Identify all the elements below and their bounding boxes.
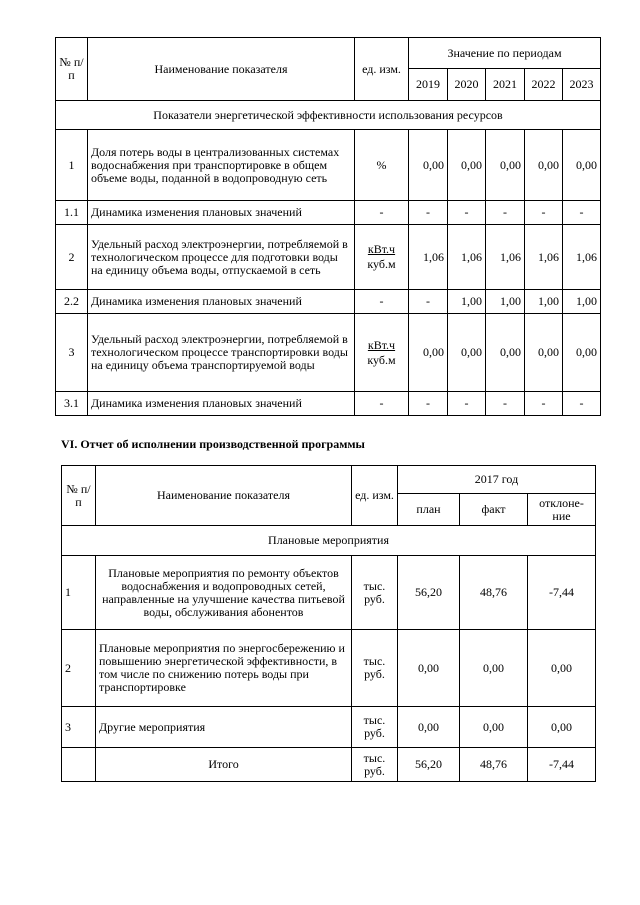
row-unit	[355, 314, 409, 392]
row-name: Удельный расход электроэнергии, потребляемой в технологическом процессе для подготовки воды на единицу объема воды, отпускаемой в сеть	[88, 225, 355, 290]
row-dev: 0,00	[528, 630, 596, 707]
row-value: 1,00	[448, 290, 486, 314]
row-unit	[355, 225, 409, 290]
unit-numerator: кВт.ч	[367, 337, 396, 352]
row-num: 2.2	[56, 290, 88, 314]
row-value: -	[448, 392, 486, 416]
header-year: 2017 год	[398, 466, 596, 494]
row-value: 1,06	[525, 225, 563, 290]
row-value: -	[563, 201, 601, 225]
row-value: 0,00	[486, 314, 525, 392]
row-num: 1	[56, 130, 88, 201]
row-num: 3	[62, 707, 96, 748]
header-year: 2020	[448, 69, 486, 101]
row-value: 1,00	[563, 290, 601, 314]
row-value: 1,06	[486, 225, 525, 290]
row-value: -	[409, 201, 448, 225]
row-value: -	[409, 290, 448, 314]
header-year: 2023	[563, 69, 601, 101]
total-row	[62, 748, 596, 782]
section-title: VI. Отчет об исполнении производственной программы	[61, 437, 365, 451]
table-row	[56, 290, 601, 314]
header-year: 2022	[525, 69, 563, 101]
row-value: -	[486, 201, 525, 225]
row-name: Плановые мероприятия по энергосбережению и повышению энергетической эффективности, в том числе по снижению потерь воды при транспортировке	[96, 630, 352, 707]
row-fact: 0,00	[460, 630, 528, 707]
table-row	[56, 201, 601, 225]
header-name: Наименование показателя	[96, 466, 352, 526]
table-row	[56, 314, 601, 392]
header-plan: план	[398, 494, 460, 526]
total-fact: 48,76	[460, 748, 528, 782]
row-num: 1	[62, 556, 96, 630]
row-unit: -	[355, 201, 409, 225]
row-name: Плановые мероприятия по ремонту объектов водоснабжения и водопроводных сетей, направленные на улучшение качества питьевой воды, обслуживания абонентов	[96, 556, 352, 630]
row-name: Динамика изменения плановых значений	[88, 392, 355, 416]
header-year: 2021	[486, 69, 525, 101]
table-row	[56, 392, 601, 416]
header-fact: факт	[460, 494, 528, 526]
row-unit: -	[355, 290, 409, 314]
row-plan: 56,20	[398, 556, 460, 630]
table-row	[62, 630, 596, 707]
row-num: 2	[56, 225, 88, 290]
header-unit: ед. изм.	[352, 466, 398, 526]
unit-denominator: куб.м	[367, 352, 396, 367]
section-heading: Показатели энергетической эффективности использования ресурсов	[56, 101, 601, 130]
row-num: 2	[62, 630, 96, 707]
unit-denominator: куб.м	[367, 257, 396, 271]
section-heading: Плановые мероприятия	[62, 526, 596, 556]
row-value: 0,00	[486, 130, 525, 201]
row-value: -	[486, 392, 525, 416]
unit-numerator: кВт.ч	[367, 242, 396, 256]
row-value: 0,00	[409, 130, 448, 201]
row-value: 0,00	[563, 314, 601, 392]
row-value: 0,00	[525, 130, 563, 201]
row-value: 1,06	[563, 225, 601, 290]
row-value: 1,06	[409, 225, 448, 290]
header-deviation: отклоне-ние	[528, 494, 596, 526]
row-plan: 0,00	[398, 630, 460, 707]
total-dev: -7,44	[528, 748, 596, 782]
total-plan: 56,20	[398, 748, 460, 782]
table-row	[56, 225, 601, 290]
row-value: -	[448, 201, 486, 225]
row-value: -	[525, 201, 563, 225]
row-name: Доля потерь воды в централизованных системах водоснабжения при транспортировке в общем объеме воды, поданной в водопроводную сеть	[88, 130, 355, 201]
total-unit: тыс. руб.	[352, 748, 398, 782]
row-value: -	[409, 392, 448, 416]
row-value: 1,00	[486, 290, 525, 314]
row-num: 3.1	[56, 392, 88, 416]
row-name: Удельный расход электроэнергии, потребляемой в технологическом процессе транспортировки воды на единицу объема транспортируемой воды	[88, 314, 355, 392]
row-fact: 48,76	[460, 556, 528, 630]
header-num: № п/п	[62, 466, 96, 526]
total-num	[62, 748, 96, 782]
row-num: 1.1	[56, 201, 88, 225]
production-program-table	[61, 465, 596, 782]
row-plan: 0,00	[398, 707, 460, 748]
row-value: -	[525, 392, 563, 416]
row-value: 0,00	[448, 314, 486, 392]
row-unit: тыс. руб.	[352, 556, 398, 630]
row-name: Динамика изменения плановых значений	[88, 201, 355, 225]
row-value: 1,06	[448, 225, 486, 290]
row-value: 1,00	[525, 290, 563, 314]
table-row	[62, 707, 596, 748]
row-unit: тыс. руб.	[352, 630, 398, 707]
row-unit: тыс. руб.	[352, 707, 398, 748]
header-periods: Значение по периодам	[409, 38, 601, 69]
row-value: -	[563, 392, 601, 416]
header-num: № п/п	[56, 38, 88, 101]
row-value: 0,00	[563, 130, 601, 201]
row-value: 0,00	[409, 314, 448, 392]
row-unit: -	[355, 392, 409, 416]
table-row	[56, 130, 601, 201]
header-unit: ед. изм.	[355, 38, 409, 101]
row-name: Динамика изменения плановых значений	[88, 290, 355, 314]
row-dev: -7,44	[528, 556, 596, 630]
energy-efficiency-table	[55, 37, 601, 416]
row-num: 3	[56, 314, 88, 392]
row-fact: 0,00	[460, 707, 528, 748]
header-name: Наименование показателя	[88, 38, 355, 101]
row-value: 0,00	[448, 130, 486, 201]
header-year: 2019	[409, 69, 448, 101]
table-row	[62, 556, 596, 630]
row-unit: %	[355, 130, 409, 201]
total-label: Итого	[96, 748, 352, 782]
row-value: 0,00	[525, 314, 563, 392]
row-name: Другие мероприятия	[96, 707, 352, 748]
row-dev: 0,00	[528, 707, 596, 748]
